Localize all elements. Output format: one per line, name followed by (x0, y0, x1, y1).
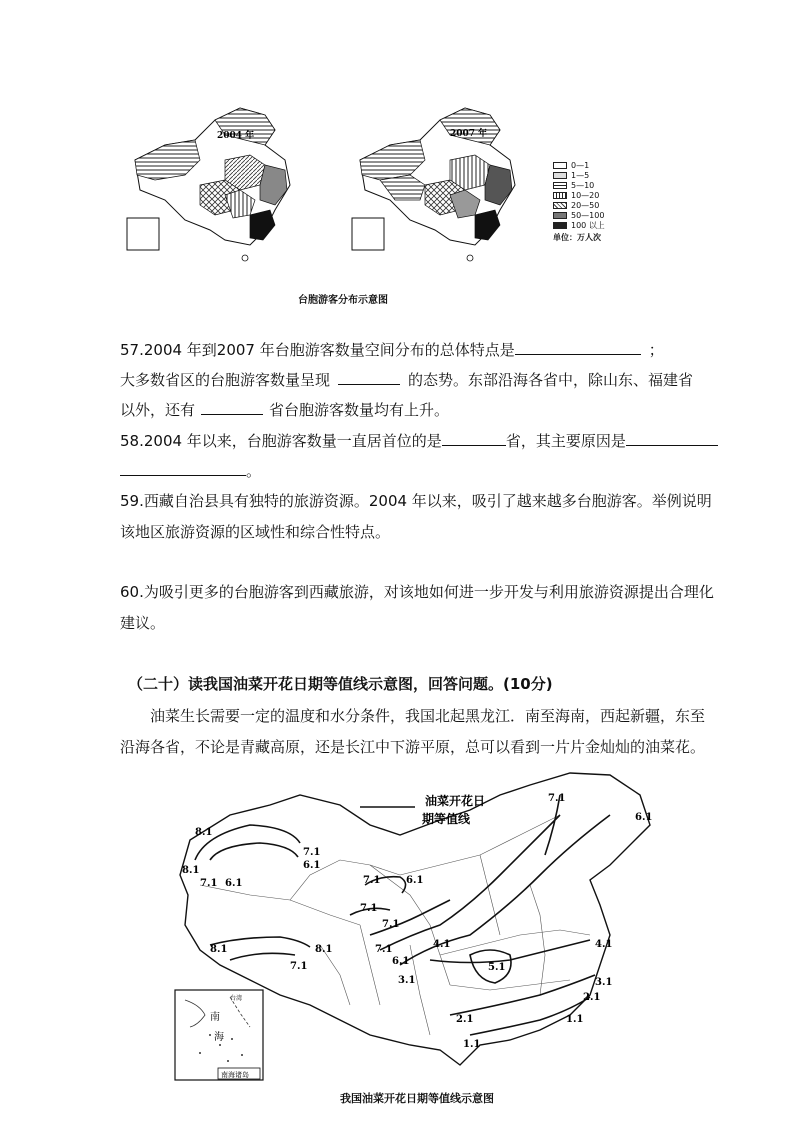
fig1-caption: 台胞游客分布示意图 (298, 295, 388, 306)
isoline-label: 8.1 (210, 944, 228, 955)
legend-swatch-1 (553, 172, 567, 179)
isoline-label: 8.1 (315, 944, 333, 955)
isoline-label: 3.1 (595, 977, 613, 988)
isoline-label: 1.1 (463, 1039, 481, 1050)
isoline-label: 7.1 (290, 961, 308, 972)
q58-end: 。 (246, 462, 262, 480)
isoline-label: 2.1 (583, 992, 601, 1003)
map-2007-title: 2007 年 (450, 129, 488, 139)
legend-row (553, 170, 628, 180)
isoline-label: 7.1 (363, 875, 381, 886)
map-2004 (127, 108, 290, 261)
q57-line2 (120, 370, 693, 390)
tourist-maps-svg (125, 100, 625, 280)
legend-label: 50—100 (571, 210, 605, 220)
isoline-label: 6.1 (392, 956, 410, 967)
q57-text: 57.2004 年到2007 年台胞游客数量空间分布的总体特点是 (120, 341, 515, 359)
legend-row (553, 180, 628, 190)
section20-para-line1: 油菜生长需要一定的温度和水分条件，我国北起黑龙江．南至海南，西起新疆，东至 (150, 707, 706, 725)
q57-text-2b: 的态势。东部沿海各省中，除山东、福建省 (408, 371, 694, 389)
isoline-label: 6.1 (406, 875, 424, 886)
isoline-label: 8.1 (195, 827, 213, 838)
isoline-legend-line1: 油菜开花日 (425, 794, 486, 808)
legend-row (553, 210, 628, 220)
inset-bottom-label: 南海诸岛 (221, 1071, 249, 1079)
q57-text-3b: 省台胞游客数量均有上升。 (269, 401, 450, 419)
q57-text-3a: 以外，还有 (120, 401, 196, 419)
legend-row (553, 190, 628, 200)
legend-label: 1—5 (571, 170, 590, 180)
map-2004-inset (127, 218, 159, 250)
tourist-distribution-figure (125, 100, 625, 280)
isoline-label: 7.1 (548, 793, 566, 804)
inset-corner-label: 台湾 (230, 995, 243, 1002)
q57-line1 (120, 340, 664, 360)
legend-swatch-6 (553, 222, 567, 229)
isoline-label: 2.1 (456, 1014, 474, 1025)
isoline-label: 6.1 (635, 812, 653, 823)
legend-swatch-5 (553, 212, 567, 219)
isoline-label: 1.1 (566, 1014, 584, 1025)
q60-line2: 建议。 (120, 614, 166, 632)
rapeseed-map-svg (170, 765, 690, 1085)
q59-line1: 59.西藏自治县具有独特的旅游资源。2004 年以来，吸引了越来越多台胞游客。举例说明 (120, 492, 712, 510)
inset-label-sea: 海 (214, 1032, 224, 1043)
isoline-label: 7.1 (200, 878, 218, 889)
q58-line1 (120, 431, 718, 451)
legend-label: 5—10 (571, 180, 595, 190)
isoline-label: 8.1 (182, 865, 200, 876)
legend-swatch-3 (553, 192, 567, 199)
legend-swatch-2 (553, 182, 567, 189)
legend-label: 0—1 (571, 160, 590, 170)
legend-label: 20—50 (571, 200, 600, 210)
q58-blank-1[interactable] (442, 431, 506, 446)
q57-end: ； (648, 341, 664, 359)
legend-row (553, 220, 628, 230)
isoline-label: 7.1 (382, 919, 400, 930)
legend-row (553, 160, 628, 170)
isoline-label: 4.1 (433, 939, 451, 950)
rapeseed-figure (170, 765, 690, 1085)
section20-heading: （二十）读我国油菜开花日期等值线示意图，回答问题。(10分) (128, 675, 553, 693)
section20-para-line2: 沿海各省，不论是青藏高原，还是长江中下游平原，总可以看到一片片金灿灿的油菜花。 (120, 738, 706, 756)
legend-unit-label: 单位：万人次 (553, 232, 601, 242)
isoline-label: 3.1 (398, 975, 416, 986)
legend-swatch-0 (553, 162, 567, 169)
isoline-label: 7.1 (375, 944, 393, 955)
map-2004-title: 2004 年 (217, 131, 255, 141)
isoline-label: 7.1 (360, 903, 378, 914)
q58-text-1a: 58.2004 年以来，台胞游客数量一直居首位的是 (120, 432, 442, 450)
q57-blank-1[interactable] (515, 340, 641, 355)
q58-line2 (120, 461, 261, 481)
q58-blank-3[interactable] (120, 461, 246, 476)
isoline-legend-line2: 期等值线 (422, 812, 471, 826)
q57-line3 (120, 400, 449, 420)
isoline-label: 6.1 (303, 860, 321, 871)
isoline-label: 4.1 (595, 939, 613, 950)
tourist-legend (553, 160, 628, 242)
legend-swatch-4 (553, 202, 567, 209)
q59-line2: 该地区旅游资源的区域性和综合性特点。 (120, 523, 391, 541)
q58-blank-2[interactable] (626, 431, 718, 446)
fig2-caption: 我国油菜开花日期等值线示意图 (340, 1092, 494, 1105)
q60-line1: 60.为吸引更多的台胞游客到西藏旅游，对该地如何进一步开发与利用旅游资源提出合理化 (120, 583, 714, 601)
q57-blank-2[interactable] (338, 370, 400, 385)
isoline-label: 7.1 (303, 847, 321, 858)
q57-text-2a: 大多数省区的台胞游客数量呈现 (120, 371, 331, 389)
legend-label: 100 以上 (571, 220, 605, 230)
legend-unit (553, 232, 628, 242)
isoline-label: 5.1 (488, 962, 506, 973)
isoline-label: 6.1 (225, 878, 243, 889)
legend-row (553, 200, 628, 210)
q57-blank-3[interactable] (201, 400, 263, 415)
map-2007-inset (352, 218, 384, 250)
inset-label-south: 南 (210, 1012, 220, 1023)
legend-label: 10—20 (571, 190, 600, 200)
map-2007 (352, 108, 515, 261)
q58-text-1b: 省，其主要原因是 (505, 432, 626, 450)
